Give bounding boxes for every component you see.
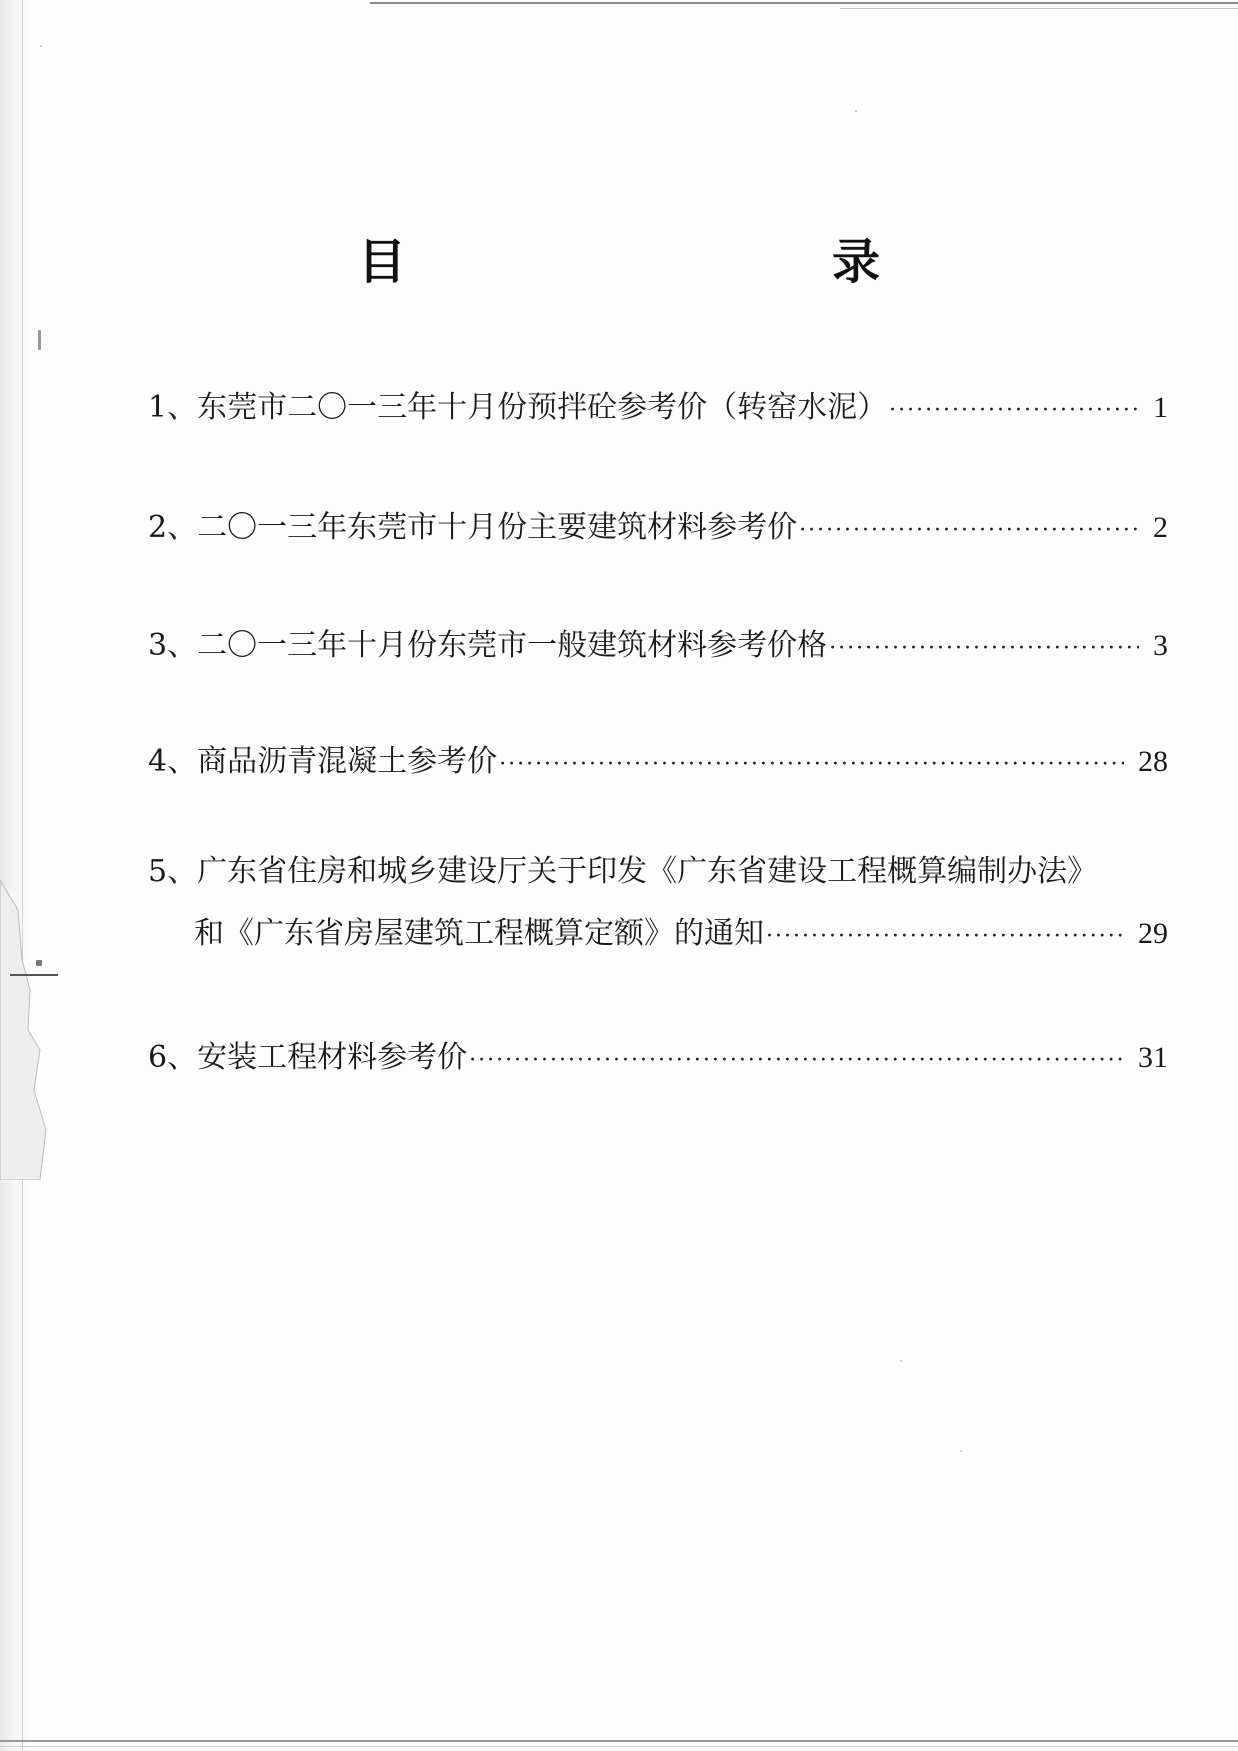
toc-entry-title: 二〇一三年东莞市十月份主要建筑材料参考价	[197, 510, 798, 545]
toc-entry-title: 东莞市二〇一三年十月份预拌砼参考价（转窑水泥）	[197, 390, 888, 425]
toc-entry-number: 1、	[148, 390, 198, 425]
toc-entry[interactable]	[148, 626, 1168, 669]
toc-entry-line2	[148, 914, 1168, 957]
toc-leader-dots	[887, 391, 1139, 431]
toc-entry[interactable]	[148, 1038, 1168, 1081]
toc-entry[interactable]	[148, 742, 1168, 785]
scan-speck	[960, 1450, 962, 1452]
scan-edge-top	[370, 2, 1238, 4]
toc-entry-title: 广东省住房和城乡建设厅关于印发《广东省建设工程概算编制办法》	[197, 854, 1098, 889]
toc-leader-dots	[467, 1041, 1124, 1081]
toc-entry[interactable]	[148, 852, 1168, 957]
torn-paper-edge	[0, 880, 60, 1180]
scan-speck	[855, 110, 857, 112]
scan-edge-top-secondary	[840, 8, 1238, 9]
scan-speck	[900, 1360, 902, 1362]
scan-speck	[40, 45, 42, 47]
scan-edge-bottom-secondary	[0, 1746, 1238, 1747]
toc-leader-dots	[827, 629, 1139, 669]
page-title: 目 录	[357, 234, 990, 290]
toc-entry-title: 安装工程材料参考价	[197, 1040, 468, 1075]
toc-entry-page: 3	[1153, 629, 1168, 662]
toc-entry-title: 二〇一三年十月份东莞市一般建筑材料参考价格	[197, 628, 828, 663]
scan-speck	[36, 960, 42, 966]
toc-entry-title-continued: 和《广东省房屋建筑工程概算定额》的通知	[194, 916, 764, 951]
scan-edge-bottom	[0, 1740, 1238, 1742]
toc-entry-page: 29	[1138, 917, 1168, 950]
toc-leader-dots	[764, 917, 1124, 957]
toc-entry-number: 2、	[148, 510, 198, 545]
scan-speck	[38, 330, 41, 350]
toc-entry-title: 商品沥青混凝土参考价	[197, 744, 498, 779]
toc-entry-number: 3、	[148, 628, 198, 663]
toc-entry[interactable]	[148, 388, 1168, 431]
toc-entry-number: 5、	[148, 854, 198, 889]
toc-entry[interactable]	[148, 508, 1168, 551]
toc-leader-dots	[497, 745, 1124, 785]
toc-entry-page: 1	[1153, 391, 1168, 424]
toc-entry-number: 4、	[148, 744, 198, 779]
toc-entry-page: 28	[1138, 745, 1168, 778]
toc-entry-line1	[148, 852, 1168, 892]
toc-entry-number: 6、	[148, 1040, 198, 1075]
toc-entry-page: 2	[1153, 511, 1168, 544]
toc-leader-dots	[797, 511, 1139, 551]
toc-entry-page: 31	[1138, 1041, 1168, 1074]
